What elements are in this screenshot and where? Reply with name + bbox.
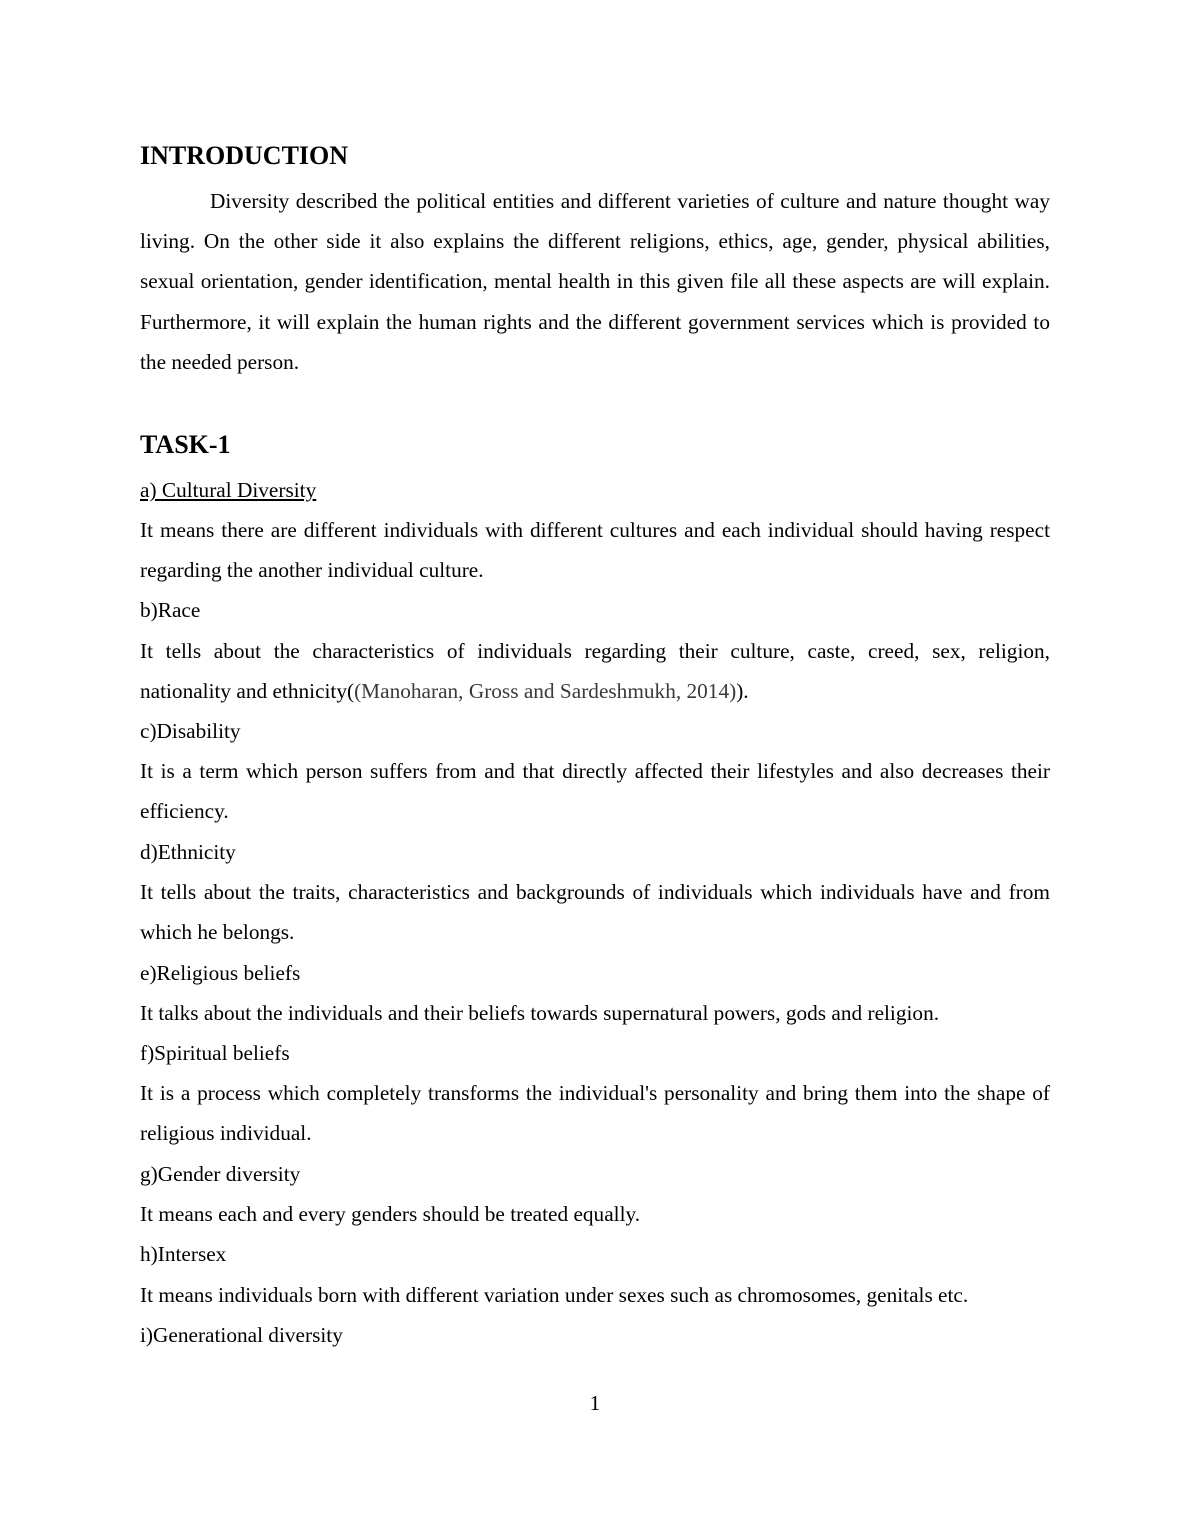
introduction-heading: INTRODUCTION [140,141,349,170]
section-text-race [140,631,1050,711]
document-page [140,0,1050,1540]
section-title-disability: c)Disability [140,719,241,743]
section-text-religious-beliefs: It talks about the individuals and their beliefs towards supernatural powers, gods and religion. [140,1001,940,1025]
section-title-race: b)Race [140,598,201,622]
page-number: 1 [589,1391,601,1415]
section-text-ethnicity: It tells about the traits, characteristics and backgrounds of individuals which individuals have and from which he belongs. [140,880,1050,945]
section-title-cultural-diversity: a) Cultural Diversity [140,478,317,502]
section-title-religious-beliefs: e)Religious beliefs [140,961,301,985]
introduction-paragraph: Diversity described the political entities and different varieties of culture and nature thought way living. On the other side it also explains the different religions, ethics, age, gender, physical abilities, sexual orientation, gender identification, mental health in this given file all these aspects are will explain. Furthermore, it will explain the human rights and the different government services which is provided to the needed person. [140,189,1050,374]
section-text-disability: It is a term which person suffers from and that directly affected their lifestyles and also decreases their efficiency. [140,759,1050,824]
race-text-after: ). [736,679,749,704]
section-title-generational-diversity: i)Generational diversity [140,1323,343,1347]
section-text-intersex: It means individuals born with different variation under sexes such as chromosomes, genitals etc. [140,1283,969,1307]
section-text-gender-diversity: It means each and every genders should be treated equally. [140,1202,641,1226]
task1-heading: TASK-1 [140,430,231,459]
section-title-intersex: h)Intersex [140,1242,227,1266]
race-citation: (Manoharan, Gross and Sardeshmukh, 2014) [354,679,737,704]
section-text-spiritual-beliefs: It is a process which completely transforms the individual's personality and bring them into the shape of religious individual. [140,1081,1050,1146]
race-text: It tells about the characteristics of individuals regarding their culture, caste, creed, sex, religion, nationality and ethnicity( [140,639,1050,704]
section-title-ethnicity: d)Ethnicity [140,840,236,864]
section-title-gender-diversity: g)Gender diversity [140,1162,301,1186]
section-text-cultural-diversity: It means there are different individuals with different cultures and each individual should having respect regarding the another individual culture. [140,518,1050,583]
section-title-spiritual-beliefs: f)Spiritual beliefs [140,1041,290,1065]
